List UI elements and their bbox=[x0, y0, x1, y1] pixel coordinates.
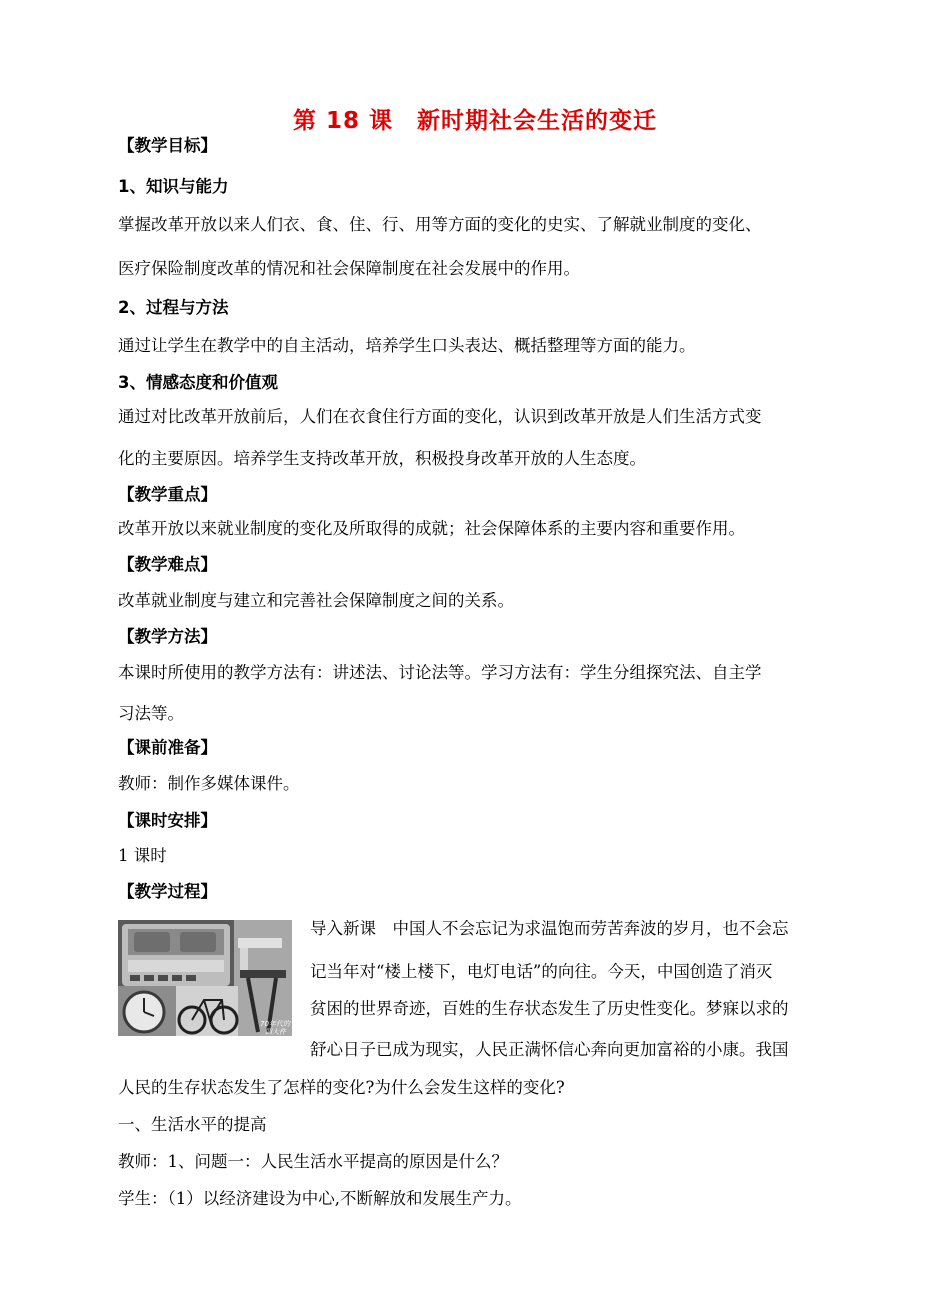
schedule-text: 1 课时 bbox=[118, 846, 167, 865]
goal3-text-line: 化的主要原因。培养学生支持改革开放，积极投身改革开放的人生态度。 bbox=[118, 449, 646, 468]
goal2-heading: 2、过程与方法 bbox=[118, 298, 229, 317]
intro-text-line: 记当年对“楼上楼下，电灯电话”的向往。今天，中国创造了消灭 bbox=[310, 962, 773, 981]
goal2-text-line: 通过让学生在教学中的自主活动，培养学生口头表达、概括整理等方面的能力。 bbox=[118, 336, 696, 355]
intro-text-line: 贫困的世界奇迹，百姓的生存状态发生了历史性变化。梦寐以求的 bbox=[310, 999, 789, 1018]
photo-caption: 70年代的 bbox=[260, 1020, 290, 1028]
difficulty-heading: 【教学难点】 bbox=[118, 555, 217, 574]
key-points-heading: 【教学重点】 bbox=[118, 485, 217, 504]
four-big-items-photo bbox=[118, 920, 292, 1036]
bicycle-icon bbox=[176, 986, 238, 1036]
process-heading: 【教学过程】 bbox=[118, 882, 217, 901]
goal1-text-line: 医疗保险制度改革的情况和社会保障制度在社会发展中的作用。 bbox=[118, 259, 580, 278]
goal3-heading: 3、情感态度和价值观 bbox=[118, 373, 278, 392]
intro-text-line: 舒心日子已成为现实，人民正满怀信心奔向更加富裕的小康。我国 bbox=[310, 1040, 789, 1059]
method-text-line: 习法等。 bbox=[118, 704, 184, 723]
method-heading: 【教学方法】 bbox=[118, 627, 217, 646]
key-points-text: 改革开放以来就业制度的变化及所取得的成就；社会保障体系的主要内容和重要作用。 bbox=[118, 519, 745, 538]
photo-caption: 四大件 bbox=[265, 1028, 286, 1036]
prep-heading: 【课前准备】 bbox=[118, 738, 217, 757]
goal3-text-line: 通过对比改革开放前后，人们在衣食住行方面的变化，认识到改革开放是人们生活方式变 bbox=[118, 407, 762, 426]
radio-icon bbox=[122, 924, 230, 986]
goal1-heading: 1、知识与能力 bbox=[118, 177, 229, 196]
goals-heading: 【教学目标】 bbox=[118, 136, 217, 155]
sewing-machine-icon bbox=[234, 920, 292, 1036]
method-text-line: 本课时所使用的教学方法有：讲述法、讨论法等。学习方法有：学生分组探究法、自主学 bbox=[118, 663, 762, 682]
student-answer: 学生：（1）以经济建设为中心,不断解放和发展生产力。 bbox=[118, 1189, 522, 1208]
intro-text-line: 人民的生存状态发生了怎样的变化?为什么会发生这样的变化? bbox=[118, 1078, 565, 1097]
difficulty-text: 改革就业制度与建立和完善社会保障制度之间的关系。 bbox=[118, 591, 514, 610]
goal1-text-line: 掌握改革开放以来人们衣、食、住、行、用等方面的变化的史实、了解就业制度的变化、 bbox=[118, 215, 762, 234]
teacher-question: 教师：1、问题一：人民生活水平提高的原因是什么？ bbox=[118, 1152, 508, 1171]
lesson-title: 第 18 课 新时期社会生活的变迁 bbox=[292, 108, 658, 134]
part1-heading: 一、生活水平的提高 bbox=[118, 1115, 267, 1134]
watch-icon bbox=[118, 986, 176, 1036]
prep-text: 教师：制作多媒体课件。 bbox=[118, 774, 300, 793]
intro-text-line: 导入新课 中国人不会忘记为求温饱而劳苦奔波的岁月，也不会忘 bbox=[310, 919, 789, 938]
schedule-heading: 【课时安排】 bbox=[118, 811, 217, 830]
